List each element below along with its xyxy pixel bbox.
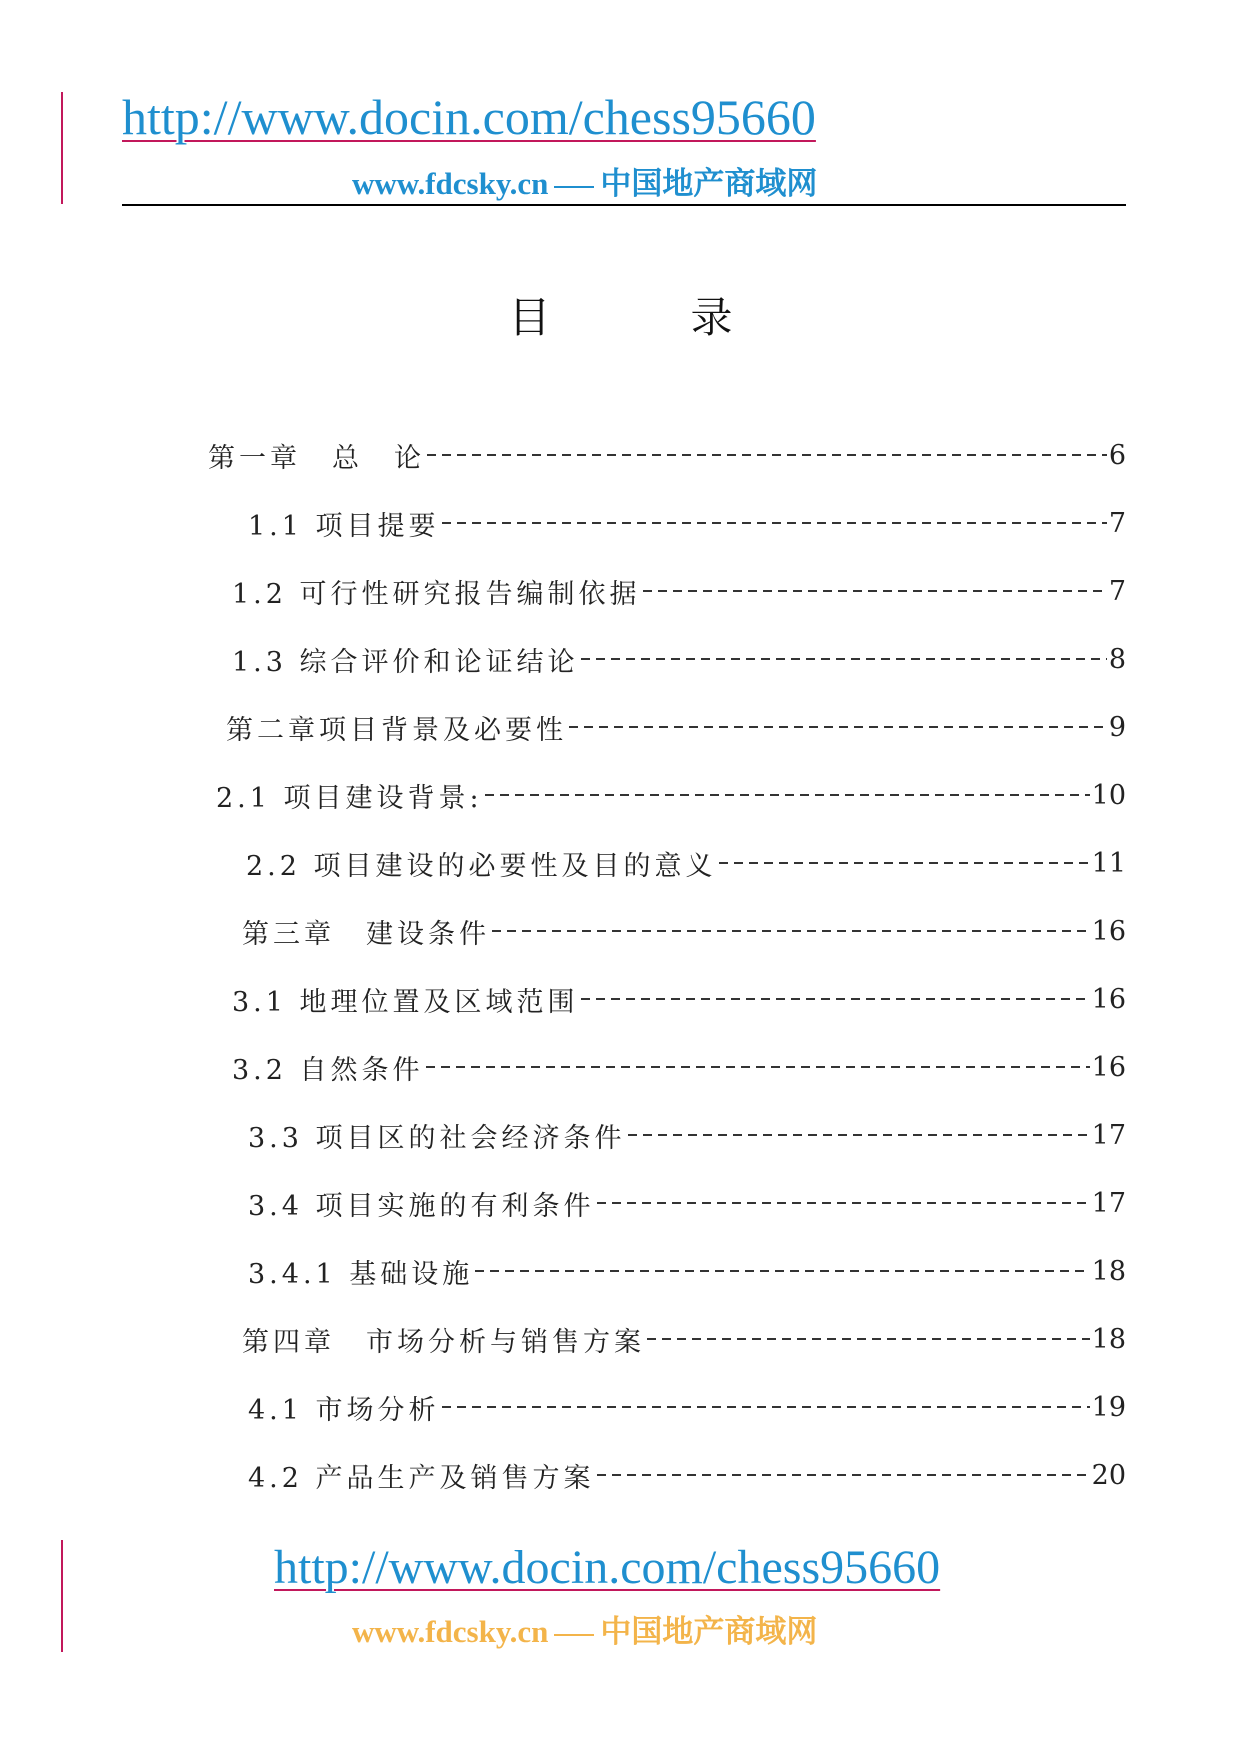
toc-leader-dashes	[647, 1338, 1090, 1340]
toc-entry[interactable]	[216, 775, 1126, 815]
toc-leader-dashes	[569, 726, 1107, 728]
toc-entry-label: 3.4.1 基础设施	[248, 1258, 474, 1290]
toc-entry[interactable]	[232, 1047, 1126, 1087]
toc-leader-dashes	[597, 1202, 1090, 1204]
toc-entry[interactable]	[242, 1319, 1126, 1359]
toc-entry[interactable]	[248, 1387, 1126, 1427]
toc-entry-label: 第二章项目背景及必要性	[226, 714, 567, 746]
toc-leader-dashes	[442, 1406, 1090, 1408]
page-title: 目录	[508, 293, 873, 342]
toc-entry-label: 2.2 项目建设的必要性及目的意义	[246, 850, 717, 882]
toc-entry-label: 第三章 建设条件	[242, 918, 490, 950]
toc-entry-page: 9	[1108, 711, 1126, 743]
toc-entry[interactable]	[226, 707, 1126, 747]
toc-leader-dashes	[643, 590, 1107, 592]
toc-entry[interactable]	[242, 911, 1126, 951]
footer-site-line	[352, 1606, 817, 1651]
toc-leader-dashes	[597, 1474, 1090, 1476]
toc-entry-label: 3.3 项目区的社会经济条件	[248, 1122, 626, 1154]
toc-entry-page: 17	[1091, 1187, 1126, 1219]
left-margin-mark-top	[61, 92, 63, 204]
toc-entry-label: 4.2 产品生产及销售方案	[248, 1462, 595, 1494]
toc-entry-label: 第一章 总 论	[208, 442, 425, 474]
toc-entry-page: 10	[1091, 779, 1126, 811]
toc-entry-label: 1.3 综合评价和论证结论	[232, 646, 579, 678]
toc-leader-dashes	[485, 794, 1090, 796]
toc-entry-page: 17	[1091, 1119, 1126, 1151]
toc-entry-label: 1.1 项目提要	[248, 510, 440, 542]
toc-entry[interactable]	[248, 1183, 1126, 1223]
toc-entry[interactable]	[232, 639, 1126, 679]
footer-url-link[interactable]: http://www.docin.com/chess95660	[274, 1541, 941, 1594]
toc-entry-page: 18	[1091, 1255, 1126, 1287]
toc-entry-page: 7	[1108, 507, 1126, 539]
footer-site-domain: www.fdcsky.cn	[352, 1614, 549, 1649]
toc-entry[interactable]	[246, 843, 1126, 883]
toc-leader-dashes	[581, 658, 1107, 660]
toc-entry[interactable]	[232, 571, 1126, 611]
header-url-link[interactable]: http://www.docin.com/chess95660	[122, 89, 816, 145]
toc-leader-dashes	[492, 930, 1090, 932]
toc-entry[interactable]	[208, 435, 1126, 475]
toc-entry-page: 16	[1091, 1051, 1126, 1083]
left-margin-mark-bottom	[61, 1540, 63, 1652]
footer-site-name: 中国地产商域网	[600, 1614, 818, 1649]
toc-leader-dashes	[581, 998, 1090, 1000]
toc-entry-page: 20	[1091, 1459, 1126, 1491]
header-separator	[554, 186, 594, 188]
toc-leader-dashes	[442, 522, 1107, 524]
toc-entry-page: 11	[1091, 847, 1126, 879]
toc-leader-dashes	[426, 1066, 1090, 1068]
toc-entry[interactable]	[232, 979, 1126, 1019]
header-site-name: 中国地产商域网	[600, 166, 818, 201]
toc-entry[interactable]	[248, 1455, 1126, 1495]
toc-leader-dashes	[719, 862, 1090, 864]
footer-separator	[554, 1634, 594, 1636]
toc-entry-page: 7	[1108, 575, 1126, 607]
toc-leader-dashes	[475, 1270, 1089, 1272]
toc-entry-label: 3.1 地理位置及区域范围	[232, 986, 579, 1018]
header-site-line	[352, 158, 817, 203]
toc-entry-label: 3.4 项目实施的有利条件	[248, 1190, 595, 1222]
toc-entry-page: 19	[1091, 1391, 1126, 1423]
toc-leader-dashes	[427, 454, 1107, 456]
toc-entry-label: 4.1 市场分析	[248, 1394, 440, 1426]
toc-entry[interactable]	[248, 1251, 1126, 1291]
toc-entry-page: 16	[1091, 915, 1126, 947]
toc-entry-label: 3.2 自然条件	[232, 1054, 424, 1086]
toc-entry-page: 18	[1091, 1323, 1126, 1355]
toc-entry-label: 1.2 可行性研究报告编制依据	[232, 578, 641, 610]
toc-entry[interactable]	[248, 503, 1126, 543]
toc-entry-label: 第四章 市场分析与销售方案	[242, 1326, 645, 1358]
toc-leader-dashes	[628, 1134, 1090, 1136]
toc-entry-page: 16	[1091, 983, 1126, 1015]
toc-entry-page: 8	[1108, 643, 1126, 675]
toc-entry-label: 2.1 项目建设背景:	[216, 782, 483, 814]
header-rule	[122, 204, 1126, 206]
toc-entry-page: 6	[1108, 439, 1126, 471]
toc-entry[interactable]	[248, 1115, 1126, 1155]
header-site-domain: www.fdcsky.cn	[352, 166, 549, 201]
